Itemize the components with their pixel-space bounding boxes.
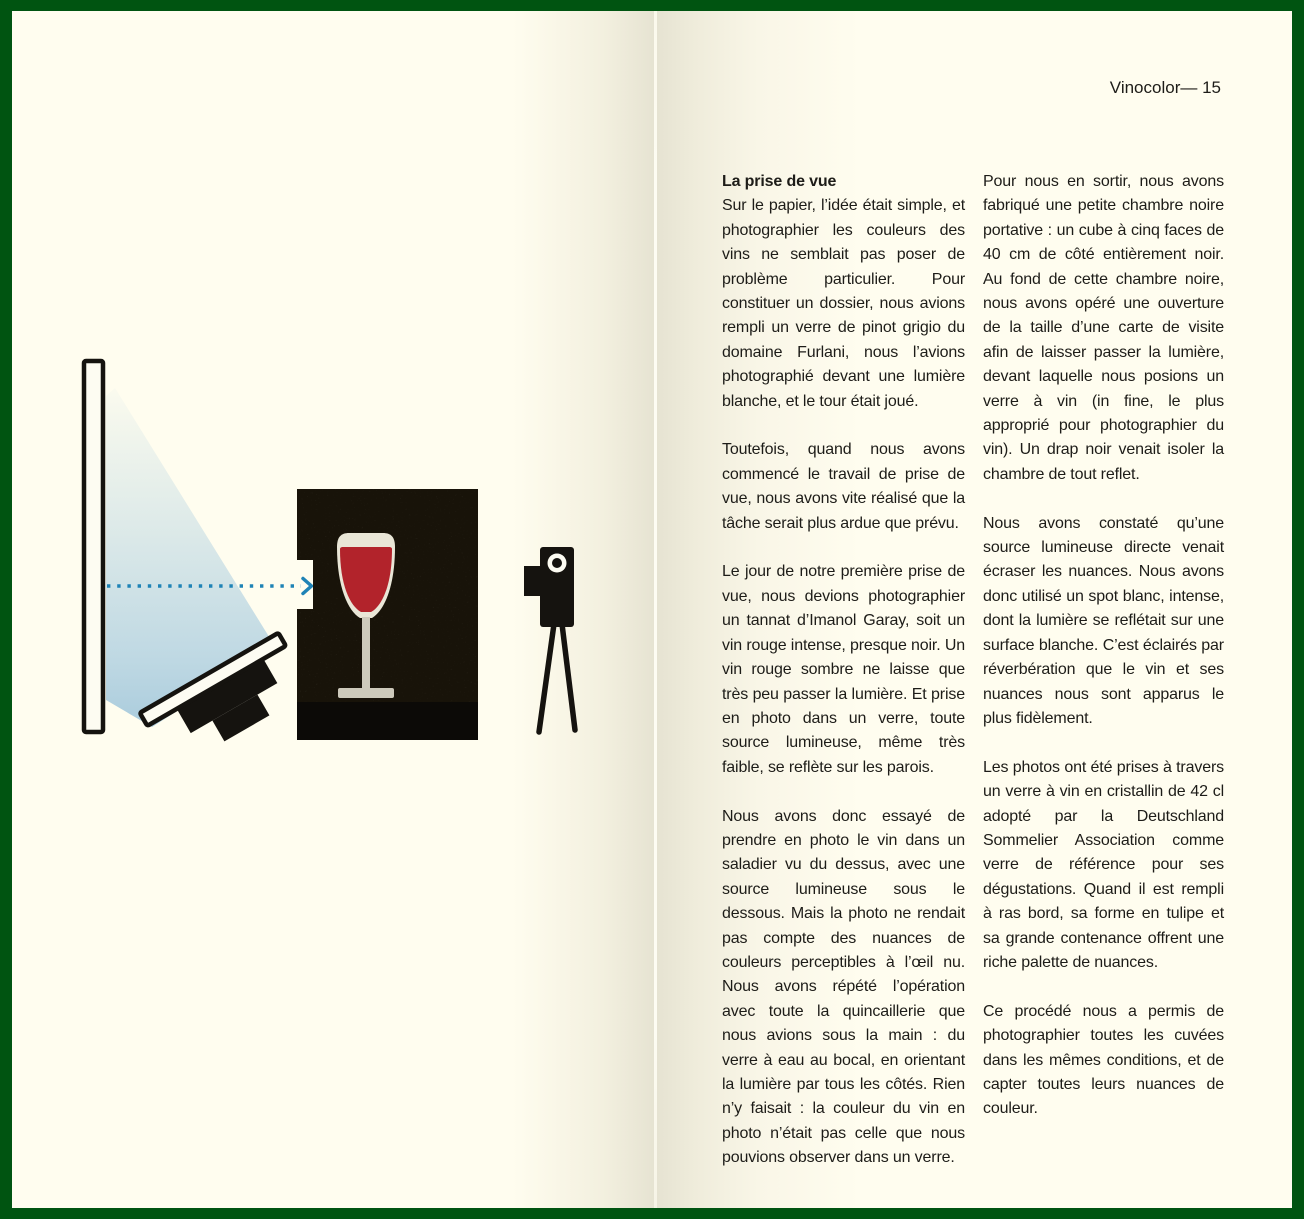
- studio-setup-illustration: [70, 348, 590, 748]
- white-reflector-panel: [84, 361, 103, 732]
- body-paragraph: Le jour de notre première prise de vue, nous devions photographier un tannat d’Imanol Garay, soit un vin rouge intense, presque noir. Un vin rouge sombre ne laisse que très peu passer la lumière. Et prise en photo dans un verre, toute source lumineuse, même très faible, se reflète sur les parois.: [722, 563, 965, 776]
- text-column-left: [722, 170, 965, 1195]
- camera-on-tripod: [524, 547, 575, 732]
- body-paragraph: Toutefois, quand nous avons commencé le travail de prise de vue, nous avons vite réalisé que la tâche serait plus ardue que prévu.: [722, 441, 965, 532]
- camera-lens-barrel: [524, 566, 542, 596]
- glass-foot: [338, 688, 394, 698]
- dark-chamber-box: [297, 489, 478, 740]
- body-paragraph: Nous avons donc essayé de prendre en photo le vin dans un saladier vu du dessus, avec une source lumineuse sous le dessous. Mais la photo ne rendait pas compte des nuances de couleurs perceptibles à l’œil nu. Nous avons répété l’opération avec toute la quincaillerie que nous avions sous la main : du verre à eau au bocal, en orientant la lumière par tous les côtés. Rien n’y faisait : la couleur du vin en photo n’était pas celle que nous pouvions observer dans un verre.: [722, 807, 965, 1167]
- camera-lens-center: [552, 558, 562, 568]
- glass-stem: [362, 617, 370, 690]
- running-header-page-number: Vinocolor— 15: [1109, 78, 1221, 97]
- body-paragraph: Sur le papier, l’idée était simple, et photographier les couleurs des vins ne semblait pas poser de problème particulier. Pour constituer un dossier, nous avions rempli un verre de pinot grigio du domaine Furlani, nous l’avions photographié devant une lumière blanche, et le tour était joué.: [722, 197, 965, 410]
- tripod-legs: [539, 624, 575, 732]
- section-heading: La prise de vue: [722, 173, 837, 190]
- text-column-right: [983, 170, 1224, 1146]
- body-paragraph: Ce procédé nous a permis de photographier toutes les cuvées dans les mêmes conditions, et de capter toutes leurs nuances de couleur.: [983, 1002, 1224, 1118]
- body-paragraph: Pour nous en sortir, nous avons fabriqué une petite chambre noire portative : un cube à cinq faces de 40 cm de côté entièrement noir. Au fond de cette chambre noire, nous avons opéré une ouverture de la taille d’une carte de visite afin de laisser passer la lumière, devant laquelle nous posions un verre à vin (in fine, le plus approprié pour photographier du vin). Un drap noir venait isoler la chambre de tout reflet.: [983, 173, 1224, 483]
- body-paragraph: Les photos ont été prises à travers un verre à vin en cristallin de 42 cl adopté par la Deutschland Sommelier Association comme verre de référence pour ses dégustations. Quand il est rempli à ras bord, sa forme en tulipe et sa grande contenance offrent une riche palette de nuances.: [983, 758, 1224, 971]
- box-base-band: [297, 702, 478, 740]
- body-paragraph: Nous avons constaté qu’une source lumineuse directe venait écraser les nuances. Nous avons donc utilisé un spot blanc, intense, dont la lumière se reflétait sur une surface blanche. C’est éclairés par réverbération que le vin et ses nuances nous sont apparus le plus fidèlement.: [983, 514, 1224, 727]
